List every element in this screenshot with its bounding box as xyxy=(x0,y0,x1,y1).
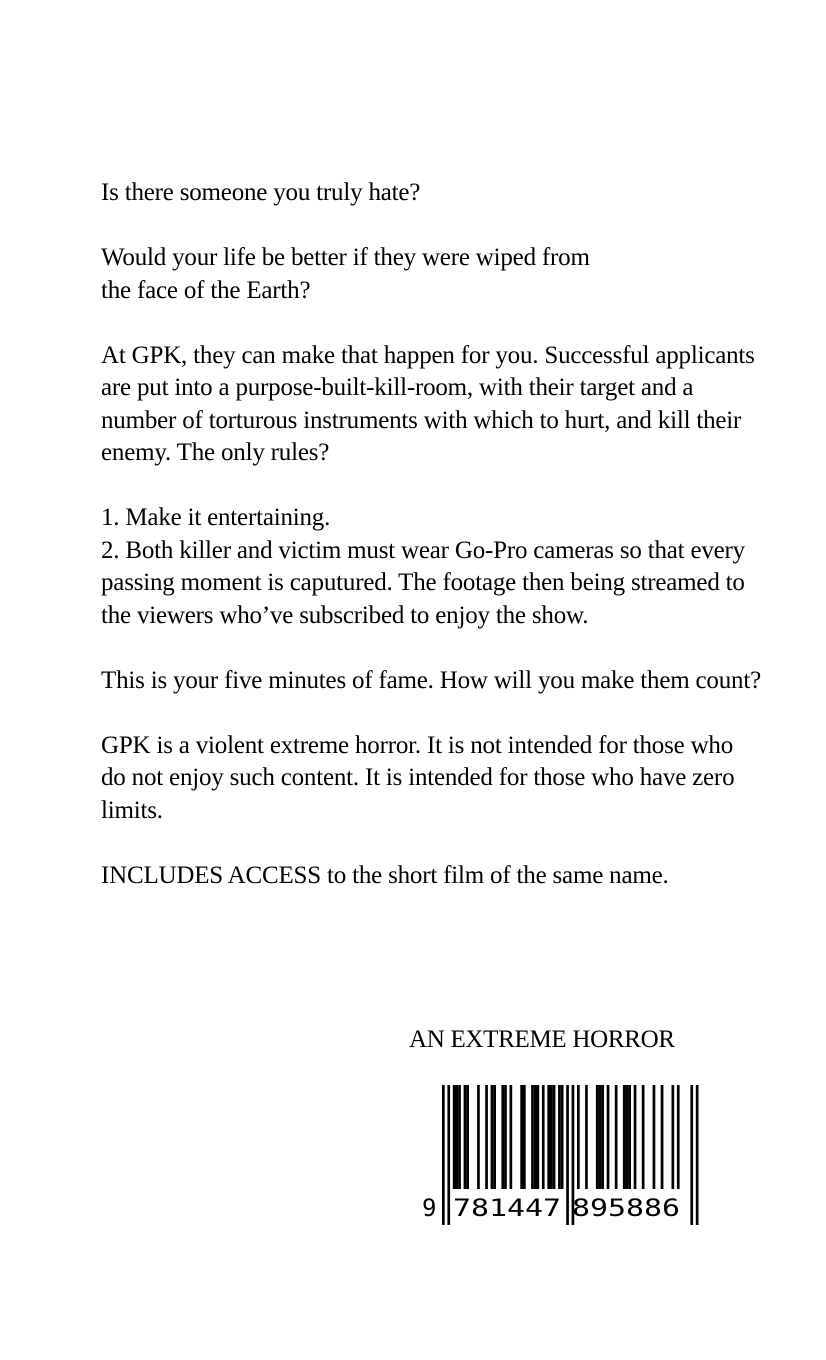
rule-1: 1. Make it entertaining. xyxy=(101,504,331,531)
bonus-access-paragraph: INCLUDES ACCESS to the short film of the same name. xyxy=(101,861,669,889)
barcode-bar xyxy=(547,1085,550,1189)
barcode-bar xyxy=(623,1085,626,1189)
barcode-bar xyxy=(477,1085,480,1189)
barcode-bar xyxy=(696,1085,699,1225)
hook-question: Is there someone you truly hate? xyxy=(101,179,421,206)
barcode-bar xyxy=(491,1085,494,1189)
barcode-bar xyxy=(661,1085,664,1189)
barcode-bar xyxy=(577,1085,580,1189)
barcode-bar xyxy=(501,1085,504,1189)
hook-question-2-line-1: Would your life be better if they were wiped from xyxy=(101,244,590,271)
barcode-bar xyxy=(626,1085,629,1189)
barcode-bar xyxy=(558,1085,561,1189)
barcode-bar xyxy=(442,1085,445,1225)
barcode-bar xyxy=(672,1085,675,1189)
barcode-bar xyxy=(456,1085,459,1189)
rules-list xyxy=(101,502,761,632)
isbn-barcode xyxy=(420,1083,702,1227)
barcode-left-digits: 781447 xyxy=(453,1194,561,1222)
barcode-bar xyxy=(531,1085,534,1189)
barcode-bar xyxy=(553,1085,556,1189)
barcode-bar xyxy=(628,1085,631,1189)
barcode-right-digits: 895886 xyxy=(572,1194,680,1222)
barcode-bar xyxy=(510,1085,513,1189)
barcode-bar xyxy=(566,1085,569,1225)
barcode-bar xyxy=(596,1085,599,1189)
rule-2: 2. Both killer and victim must wear Go-Pro cameras so that every passing moment is caputured. The footage then being streamed to the viewers who’ve subscribed to enjoy the show. xyxy=(101,536,745,629)
barcode-bar xyxy=(537,1085,540,1189)
hook-question-2-line-2: the face of the Earth? xyxy=(101,276,311,304)
barcode-bar xyxy=(458,1085,461,1189)
barcode-bar xyxy=(453,1085,456,1189)
barcode-bar xyxy=(607,1085,610,1189)
barcode-bar xyxy=(642,1085,645,1189)
barcode-bar xyxy=(504,1085,507,1189)
barcode-bar xyxy=(634,1085,637,1189)
barcode-bar xyxy=(493,1085,496,1189)
fame-paragraph: This is your five minutes of fame. How will you make them count? xyxy=(101,666,761,694)
barcode-bar xyxy=(690,1085,693,1225)
barcode-first-digit: 9 xyxy=(422,1194,437,1222)
barcode-bar xyxy=(601,1085,604,1189)
barcode-bar xyxy=(550,1085,553,1189)
barcode-bar xyxy=(653,1085,656,1189)
barcode-bar xyxy=(466,1085,469,1189)
barcode-bar xyxy=(615,1085,618,1189)
barcode-bar xyxy=(520,1085,523,1189)
barcode-bar xyxy=(561,1085,564,1189)
barcode-bar xyxy=(585,1085,588,1189)
barcode-bar xyxy=(523,1085,526,1189)
genre-label: AN EXTREME HORROR xyxy=(409,1026,675,1053)
barcode-bar xyxy=(534,1085,537,1189)
back-cover-blurb xyxy=(101,177,761,925)
barcode-bar xyxy=(599,1085,602,1189)
hook-question-2 xyxy=(101,242,761,307)
barcode-bar xyxy=(542,1085,545,1189)
barcode-bar xyxy=(447,1085,450,1225)
premise-paragraph: At GPK, they can make that happen for you. Successful applicants are put into a purpose-built-kill-room, with their target and a number of torturous instruments with which to hurt, and kill their enemy. The only rules? xyxy=(101,341,755,466)
barcode-bar xyxy=(464,1085,467,1189)
content-warning-paragraph: GPK is a violent extreme horror. It is not intended for those who do not enjoy such content. It is intended for those who have zero limits. xyxy=(101,731,735,824)
barcode-bar xyxy=(485,1085,488,1189)
barcode-bar xyxy=(677,1085,680,1189)
